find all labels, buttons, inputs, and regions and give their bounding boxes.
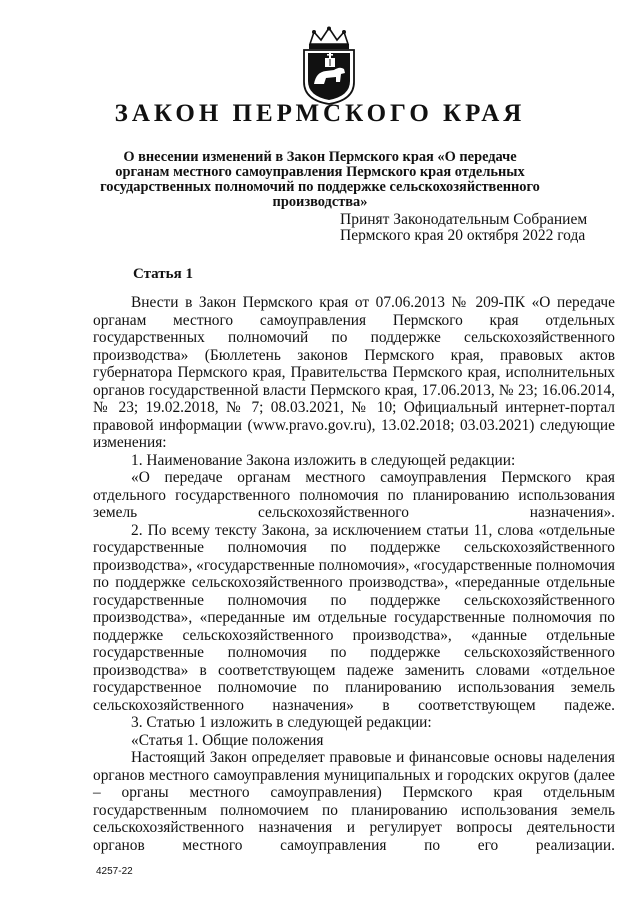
adoption-note	[340, 212, 587, 244]
document-code: 4257-22	[96, 866, 133, 877]
paragraph-item-3: 3. Статью 1 изложить в следующей редакции:	[131, 714, 432, 731]
paragraph-new-article-heading: «Статья 1. Общие положения	[131, 731, 324, 749]
adoption-line-2: Пермского края 20 октября 2022 года	[340, 227, 586, 244]
paragraph-new-article-text: Настоящий Закон определяет правовые и финансовые основы наделения органов местного самоуправления муниципальных и городских округов (далее – органы местного самоуправления) Пермского края отдельным государственным полномочием по планированию использования земель сельскохозяйственного назначения и регулирует вопросы деятельности органов местного самоуправления по его реализации.	[93, 749, 615, 854]
paragraph-new-name: «О передаче органам местного самоуправления Пермского края отдельного государственного полномочия по планированию использования земель сельскохозяйственного назначения».	[93, 469, 615, 521]
article-body	[93, 294, 615, 854]
adoption-line-1: Принят Законодательным Собранием	[340, 211, 588, 228]
paragraph-intro: Внести в Закон Пермского края от 07.06.2013 № 209-ПК «О передаче органам местного самоуправления Пермского края отдельных государственных полномочий по поддержке сельскохозяйственного производства» (Бюллетень законов Пермского края, правовых актов губернатора Пермского края, Правительства Пермского края, исполнительных органов государственной власти Пермского края, 17.06.2013, № 23; 16.06.2014, № 23; 19.02.2018, № 7; 08.03.2021, № 10; Официальный интернет-портал правовой информации (www.pravo.gov.ru), 13.02.2018; 03.03.2021) следующие изменения:	[93, 294, 615, 451]
law-subtitle: О внесении изменений в Закон Пермского края «О передаче органам местного самоуправления Пермского края отдельных государственных полномочий по поддержке сельскохозяйственного производства»	[100, 149, 540, 210]
paragraph-item-1: 1. Наименование Закона изложить в следующей редакции:	[131, 451, 516, 469]
coat-of-arms-icon	[296, 26, 362, 106]
paragraph-item-2: 2. По всему тексту Закона, за исключением статьи 11, слова «отдельные государственные полномочия по поддержке сельскохозяйственного производства», «государственные полномочия», «государственные полномочия по поддержке сельскохозяйственного производства», «переданные отдельные государственные полномочия по поддержке сельскохозяйственного производства», «переданные им отдельные государственные полномочия по поддержке сельскохозяйственного производства», «данные отдельные государственные полномочия по поддержке сельскохозяйственного производства» в соответствующем падеже заменить словами «отдельное государственное полномочие по планированию использования земель сельскохозяйственного назначения» в соответствующем падеже.	[93, 521, 615, 714]
law-title: ЗАКОН ПЕРМСКОГО КРАЯ	[114, 100, 526, 127]
article-heading: Статья 1	[133, 266, 193, 282]
